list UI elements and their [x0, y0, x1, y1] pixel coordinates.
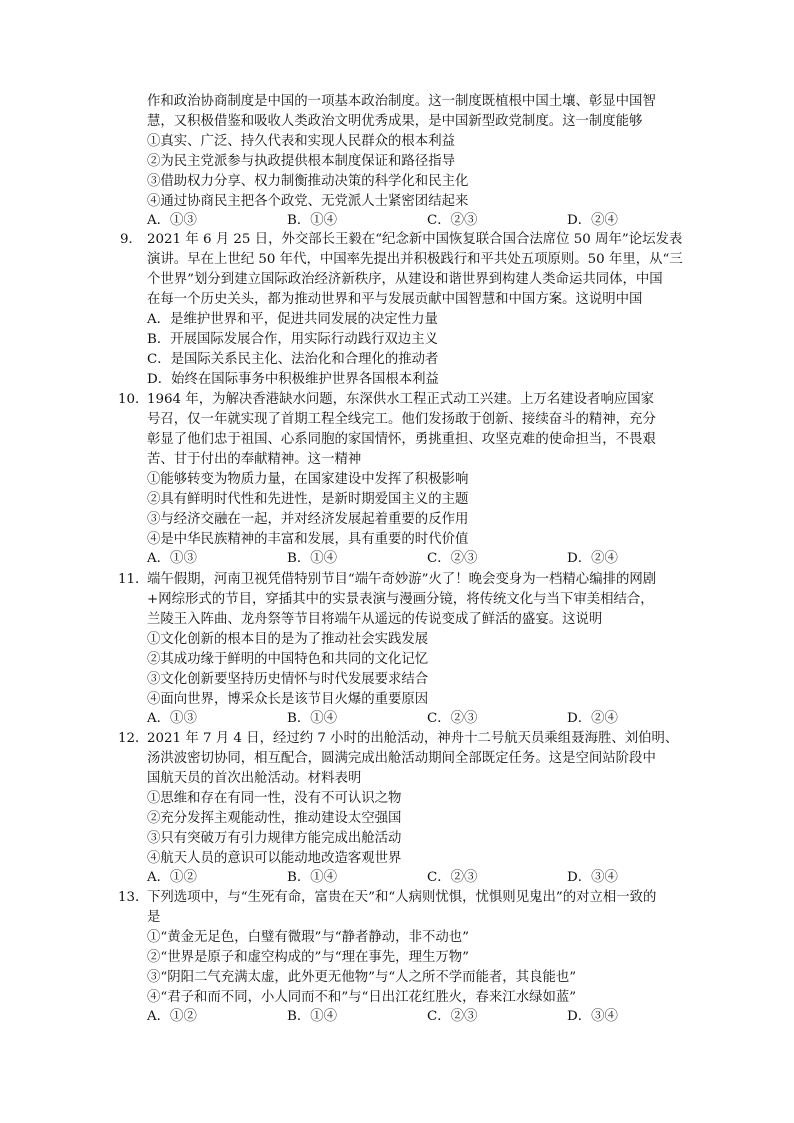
q11-number: 11．	[118, 572, 149, 587]
q10-option-c[interactable]: C．②③	[427, 551, 478, 566]
q11-stem-3: 兰陵王入阵曲、龙舟祭等节目将端午从遥远的传说变成了鲜活的盛宴。这说明	[147, 612, 603, 627]
q11-stem-2: +网综形式的节目，穿插其中的实景表演与漫画分镜，将传统文化与当下审美相结合，	[147, 592, 654, 607]
q11-option-a[interactable]: A．①③	[147, 711, 197, 726]
q13-statement-4: ④“君子和而不同，小人同而不和”与“日出江花红胜火，春来江水绿如蓝”	[147, 990, 577, 1005]
q10-stem-3: 彰显了他们忠于祖国、心系同胞的家国情怀，勇挑重担、攻坚克难的使命担当，不畏艰	[147, 432, 656, 447]
q9-stem-1: 2021 年 6 月 25 日，外交部长王毅在“纪念新中国恢复联合国合法席位 50 周年”论坛发表	[147, 232, 683, 247]
q9-option-b[interactable]: B．开展国际发展合作，用实际行动践行双边主义	[147, 332, 439, 347]
q13-stem-1: 下列选项中，与“生死有命，富贵在天”和“人病则忧惧，忧惧则见鬼出”的对立相一致的	[147, 890, 657, 905]
q10-option-a[interactable]: A．①③	[147, 551, 197, 566]
q11-statement-2: ②其成功缘于鲜明的中国特色和共同的文化记忆	[147, 652, 429, 667]
q13-option-a[interactable]: A．①②	[147, 1009, 197, 1024]
q8-option-c[interactable]: C．②③	[427, 213, 478, 228]
q8-line-1: 作和政治协商制度是中国的一项基本政治制度。这一制度既植根中国土壤、彰显中国智	[147, 94, 656, 109]
q10-statement-3: ③与经济交融在一起，并对经济发展起着重要的反作用	[147, 512, 469, 527]
q13-option-c[interactable]: C．②③	[427, 1009, 478, 1024]
q10-stem-1: 1964 年，为解决香港缺水问题，东深供水工程正式动工兴建。上万名建设者响应国家	[147, 392, 655, 407]
q8-statement-3: ③借助权力分享、权力制衡推动决策的科学化和民主化	[147, 174, 469, 189]
q8-options	[147, 211, 647, 231]
q9-option-a[interactable]: A．是维护世界和平，促进共同发展的决定性力量	[147, 312, 438, 327]
q8-option-a[interactable]: A．①③	[147, 213, 197, 228]
q8-statement-4: ④通过协商民主把各个政党、无党派人士紧密团结起来	[147, 194, 469, 209]
q10-statement-1: ①能够转变为物质力量，在国家建设中发挥了积极影响	[147, 472, 469, 487]
q8-option-b[interactable]: B．①④	[287, 213, 338, 228]
q13-option-b[interactable]: B．①④	[287, 1009, 338, 1024]
q13-statement-2: ②“世界是原子和虚空构成的”与“理在事先，理生万物”	[147, 950, 469, 965]
q13-option-d[interactable]: D．③④	[567, 1009, 618, 1024]
q10-number: 10．	[118, 392, 149, 407]
q12-number: 12．	[118, 731, 149, 746]
q9-option-c[interactable]: C．是国际关系民主化、法治化和合理化的推动者	[147, 352, 439, 367]
q13-statement-3: ③“阴阳二气充满太虚，此外更无他物”与“人之所不学而能者，其良能也”	[147, 970, 577, 985]
q13-options	[147, 1007, 647, 1027]
q11-stem-1: 端午假期，河南卫视凭借特别节目“端午奇妙游”火了！晚会变身为一档精心编排的网剧	[147, 572, 657, 587]
q9-number: 9．	[120, 232, 142, 247]
q10-options	[147, 549, 647, 569]
q12-statement-2: ②充分发挥主观能动性，推动建设太空强国	[147, 811, 402, 826]
q12-stem-1: 2021 年 7 月 4 日，经过约 7 小时的出舱活动，神舟十二号航天员乘组聂海胜、刘伯明、	[147, 731, 679, 746]
q12-option-c[interactable]: C．②③	[427, 870, 478, 885]
q9-stem-4: 在每一个历史关头，都为推动世界和平与发展贡献中国智慧和中国方案。这说明中国	[147, 292, 643, 307]
q10-statement-2: ②具有鲜明时代性和先进性，是新时期爱国主义的主题	[147, 492, 469, 507]
q8-line-2: 慧，又积极借鉴和吸收人类政治文明优秀成果，是中国新型政党制度。这一制度能够	[147, 114, 643, 129]
q11-statement-1: ①文化创新的根本目的是为了推动社会实践发展	[147, 632, 429, 647]
q10-stem-4: 苦、甘于付出的奉献精神。这一精神	[147, 452, 362, 467]
q12-statement-3: ③只有突破万有引力规律方能完成出舱活动	[147, 831, 402, 846]
q10-option-b[interactable]: B．①④	[287, 551, 338, 566]
q8-option-d[interactable]: D．②④	[567, 213, 618, 228]
q13-statement-1: ①“黄金无足色，白璧有微瑕”与“静者静动，非不动也”	[147, 930, 469, 945]
q11-statement-4: ④面向世界，博采众长是该节目火爆的重要原因	[147, 692, 429, 707]
q11-option-d[interactable]: D．②④	[567, 711, 618, 726]
q10-statement-4: ④是中华民族精神的丰富和发展，具有重要的时代价值	[147, 532, 469, 547]
q12-option-d[interactable]: D．③④	[567, 870, 618, 885]
q12-statement-1: ①思维和存在有同一性，没有不可认识之物	[147, 791, 402, 806]
q11-statement-3: ③文化创新要坚持历史情怀与时代发展要求结合	[147, 672, 429, 687]
q12-options	[147, 868, 647, 888]
q11-option-b[interactable]: B．①④	[287, 711, 338, 726]
q13-number: 13．	[118, 890, 149, 905]
q12-option-a[interactable]: A．①②	[147, 870, 197, 885]
q12-stem-2: 汤洪波密切协同，相互配合，圆满完成出舱活动期间全部既定任务。这是空间站阶段中	[147, 751, 656, 766]
q10-option-d[interactable]: D．②④	[567, 551, 618, 566]
q11-options	[147, 709, 647, 729]
q13-stem-2: 是	[147, 910, 161, 925]
q11-option-c[interactable]: C．②③	[427, 711, 478, 726]
q12-option-b[interactable]: B．①④	[287, 870, 338, 885]
q9-stem-3: 个世界”划分到建立国际政治经济新秩序，从建设和谐世界到构建人类命运共同体，中国	[147, 272, 663, 287]
q12-statement-4: ④航天人员的意识可以能动地改造客观世界	[147, 851, 402, 866]
q8-statement-2: ②为民主党派参与执政提供根本制度保证和路径指导	[147, 154, 455, 169]
q10-stem-2: 号召，仅一年就实现了首期工程全线完工。他们发扬敢于创新、接续奋斗的精神，充分	[147, 412, 656, 427]
q8-statement-1: ①真实、广泛、持久代表和实现人民群众的根本利益	[147, 134, 455, 149]
q9-option-d[interactable]: D．始终在国际事务中积极维护世界各国根本利益	[147, 372, 439, 387]
q9-stem-2: 演讲。早在上世纪 50 年代，中国率先提出并积极践行和平共处五项原则。50 年里，从“三	[147, 252, 683, 267]
q12-stem-3: 国航天员的首次出舱活动。材料表明	[147, 771, 362, 786]
